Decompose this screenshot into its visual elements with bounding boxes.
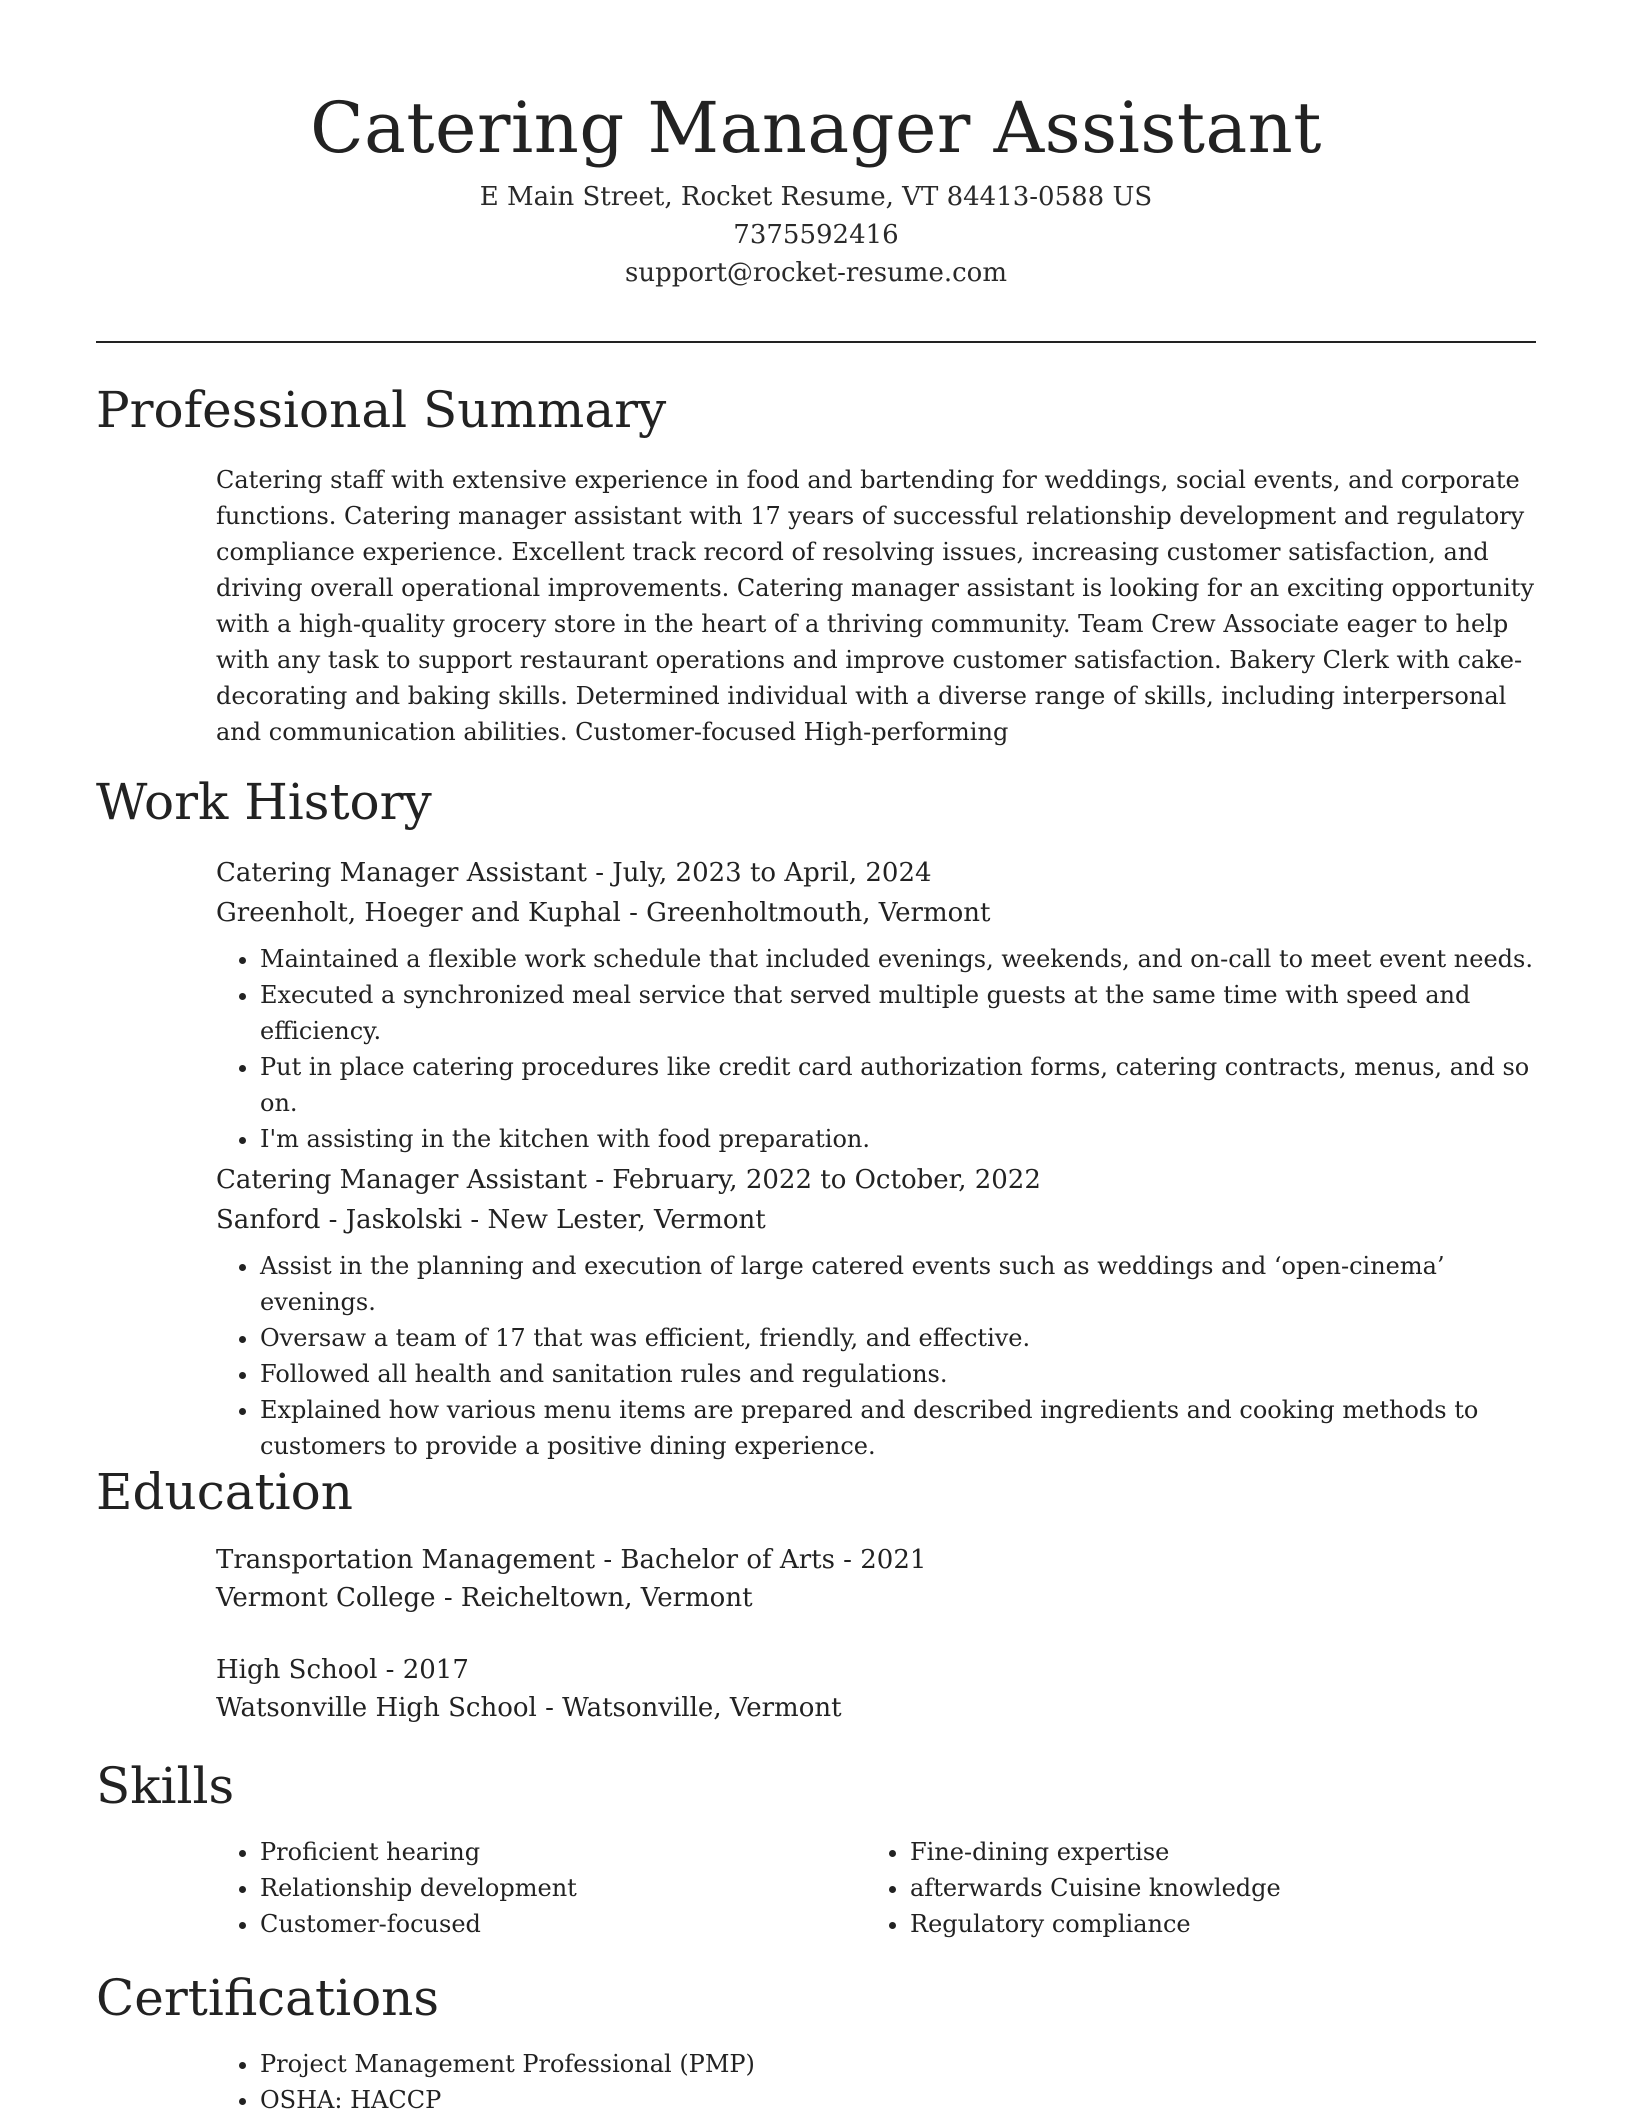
education-location: - Reicheltown, Vermont — [435, 1583, 753, 1613]
summary-heading: Professional Summary — [96, 381, 667, 439]
education-school-line — [216, 1579, 1536, 1617]
summary-text: Catering staff with extensive experience in food and bartending for weddings, social events, and corporate functions. Catering manager assistant with 17 years of successful relationship development and regulatory compliance experience. Excellent track record of resolving issues, increasing customer satisfaction, and driving overall operational improvements. Catering manager assistant is looking for an exciting opportunity with a high-quality grocery store in the heart of a thriving community. Team Crew Associate eager to help with any task to support restaurant operations and improve customer satisfaction. Bakery Clerk with cake-decorating and baking skills. Determined individual with a diverse range of skills, including interpersonal and communication abilities. Customer-focused High-performing — [216, 466, 1535, 746]
skill-item: • Proficient hearing — [260, 1834, 866, 1870]
job-bullets — [216, 941, 1536, 1157]
work-history-heading: Work History — [96, 773, 432, 831]
skills-heading: Skills — [96, 1757, 235, 1815]
education-year: - 2021 — [834, 1545, 927, 1575]
job-bullet: • Explained how various menu items are prepared and described ingredients and cooking methods to customers to provide a positive dining experience. — [260, 1392, 1536, 1464]
contact-info — [96, 178, 1536, 292]
skill-item: • Customer-focused — [260, 1906, 866, 1942]
certifications-heading: Certifications — [96, 1969, 440, 2027]
certification-item: • OSHA: HACCP — [260, 2082, 1536, 2118]
job-entry — [216, 1160, 1536, 1464]
job-bullet: • Oversaw a team of 17 that was efficient, friendly, and effective. — [260, 1320, 1536, 1356]
job-bullet: • I'm assisting in the kitchen with food preparation. — [260, 1121, 1536, 1157]
skill-item: • afterwards Cuisine knowledge — [910, 1870, 1516, 1906]
education-school: Watsonville High School — [216, 1693, 537, 1723]
job-company-line — [216, 893, 1536, 933]
job-bullet: • Assist in the planning and execution of large catered events such as weddings and ‘open-cinema’ evenings. — [260, 1248, 1536, 1320]
job-location: - Greenholtmouth, Vermont — [620, 898, 991, 928]
education-school: Vermont College — [216, 1583, 436, 1613]
education-location: - Watsonville, Vermont — [536, 1693, 842, 1723]
education-year: - 2017 — [377, 1655, 469, 1685]
job-dates: - February, 2022 to October, 2022 — [586, 1165, 1041, 1195]
address: E Main Street, Rocket Resume, VT 84413-0588 US — [479, 182, 1153, 212]
job-role: Catering Manager Assistant — [216, 1165, 587, 1195]
job-bullet: • Maintained a flexible work schedule that included evenings, weekends, and on-call to meet event needs. — [260, 941, 1536, 977]
job-bullet: • Executed a synchronized meal service that served multiple guests at the same time with speed and efficiency. — [260, 977, 1536, 1049]
job-title-line — [216, 853, 1536, 893]
skill-item: • Relationship development — [260, 1870, 866, 1906]
job-company: Greenholt, Hoeger and Kuphal — [216, 898, 621, 928]
education-degree-line — [216, 1651, 1536, 1689]
job-bullet: • Put in place catering procedures like credit card authorization forms, catering contracts, menus, and so on. — [260, 1049, 1536, 1121]
skill-item: • Fine-dining expertise — [910, 1834, 1516, 1870]
education-entry — [216, 1651, 1536, 1727]
certification-item: • Project Management Professional (PMP) — [260, 2046, 1536, 2082]
job-dates: - July, 2023 to April, 2024 — [586, 858, 932, 888]
job-bullets — [216, 1248, 1536, 1464]
education-heading: Education — [96, 1463, 353, 1521]
education-school-line — [216, 1689, 1536, 1727]
job-title-line — [216, 1160, 1536, 1200]
skills-column-left — [216, 1834, 866, 1942]
certifications-column — [216, 2046, 1536, 2118]
job-bullet: • Followed all health and sanitation rules and regulations. — [260, 1356, 1536, 1392]
education-degree-line — [216, 1541, 1536, 1579]
job-location: - New Lester, Vermont — [462, 1205, 766, 1235]
job-company-line — [216, 1200, 1536, 1240]
header-divider — [96, 341, 1536, 343]
job-company: Sanford - Jaskolski — [216, 1205, 463, 1235]
candidate-name: Catering Manager Assistant — [310, 87, 1322, 169]
skill-item: • Regulatory compliance — [910, 1906, 1516, 1942]
education-degree: High School — [216, 1655, 378, 1685]
education-entry — [216, 1541, 1536, 1617]
skills-list — [216, 1834, 1536, 1942]
job-entry — [216, 853, 1536, 1157]
email: support@rocket-resume.com — [624, 258, 1007, 288]
phone: 7375592416 — [733, 220, 899, 250]
job-role: Catering Manager Assistant — [216, 858, 587, 888]
education-degree: Transportation Management - Bachelor of Arts — [216, 1545, 835, 1575]
resume-header — [96, 86, 1536, 292]
skills-column-right — [866, 1834, 1516, 1942]
certifications-list — [216, 2046, 1536, 2118]
